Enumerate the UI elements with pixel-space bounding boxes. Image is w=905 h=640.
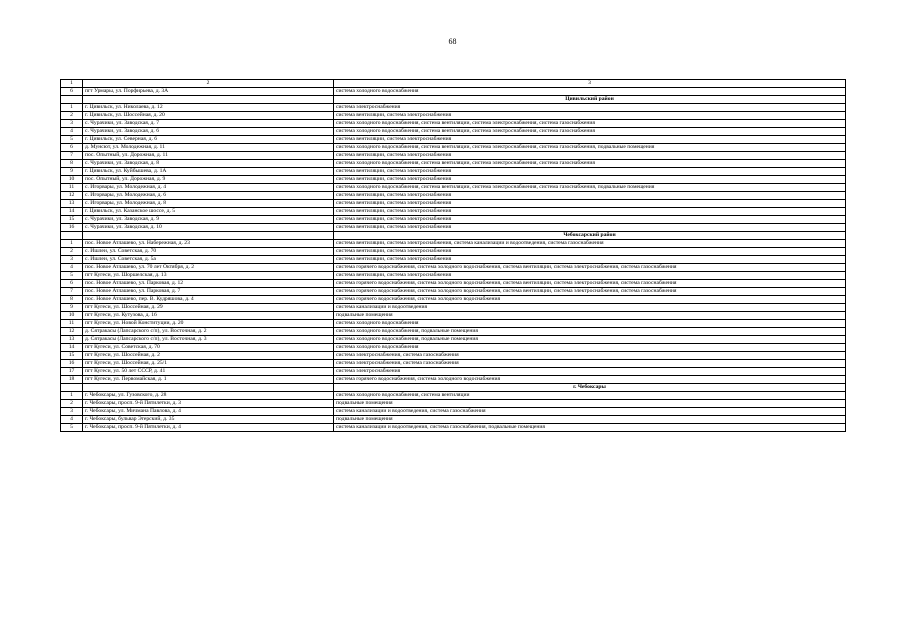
table-row (61, 280, 846, 288)
row-address: пгт Кугеси, ул. 50 лет СССР, д. 41 (83, 368, 334, 376)
table-row (61, 416, 846, 424)
row-number: 10 (61, 312, 83, 320)
row-systems: система вентиляции, система электроснабжения (334, 112, 846, 120)
row-number: 14 (61, 344, 83, 352)
row-systems: система холодного водоснабжения, система вентиляции, система электроснабжения, система газоснабжения (334, 128, 846, 136)
table-row (61, 240, 846, 248)
row-number: 2 (61, 112, 83, 120)
table-row (61, 144, 846, 152)
row-number: 9 (61, 168, 83, 176)
table-row (61, 248, 846, 256)
section-title: Цивильский район (334, 96, 846, 104)
row-number: 16 (61, 224, 83, 232)
table-row (61, 160, 846, 168)
row-number: 14 (61, 208, 83, 216)
row-address: г. Цивильск, ул. Северная, д. 6 (83, 136, 334, 144)
row-systems: система вентиляции, система электроснабжения (334, 200, 846, 208)
row-systems: система вентиляции, система электроснабжения (334, 208, 846, 216)
row-address: г. Цивильск, ул. Николаева, д. 12 (83, 104, 334, 112)
row-systems: система вентиляции, система электроснабжения (334, 272, 846, 280)
row-address: пгт Кугеси, ул. Первомайская, д. 1 (83, 376, 334, 384)
row-number: 12 (61, 328, 83, 336)
row-systems: система холодного водоснабжения, система вентиляции, система электроснабжения, система газоснабжения, подвальные помещения (334, 144, 846, 152)
row-number: 6 (61, 280, 83, 288)
row-number: 3 (61, 120, 83, 128)
row-number: 15 (61, 216, 83, 224)
row-systems: система канализации и водоотведения, система газоснабжения (334, 408, 846, 416)
row-number: 7 (61, 152, 83, 160)
row-address: пгт Кугеси, ул. Шоссейная, д. 29 (83, 304, 334, 312)
row-systems: система холодного водоснабжения, система вентиляции, система электроснабжения, система газоснабжения, подвальные помещения (334, 184, 846, 192)
row-address: с. Чурачики, ул. Заводская, д. 9 (83, 216, 334, 224)
row-number: 4 (61, 416, 83, 424)
table-body (61, 80, 846, 432)
table-row (61, 344, 846, 352)
row-number: 4 (61, 264, 83, 272)
table-row (61, 424, 846, 432)
row-number: 1 (61, 392, 83, 400)
row-systems: система холодного водоснабжения (334, 344, 846, 352)
row-systems: система вентиляции, система электроснабжения (334, 216, 846, 224)
row-systems: система горячего водоснабжения, система холодного водоснабжения (334, 296, 846, 304)
row-address: пос. Опытный, ул. Дорожная, д. 9 (83, 176, 334, 184)
row-number: 9 (61, 304, 83, 312)
row-address: г. Чебоксары, бульвар Эгерский, д. 35 (83, 416, 334, 424)
table-row (61, 408, 846, 416)
row-address: д. Мунсют, ул. Молодежная, д. 11 (83, 144, 334, 152)
row-number: 5 (61, 136, 83, 144)
table-row (61, 208, 846, 216)
table-row (61, 136, 846, 144)
table-row (61, 112, 846, 120)
column-header-number: 1 (61, 80, 83, 88)
row-number: 6 (61, 88, 83, 96)
table-row (61, 352, 846, 360)
table-row (61, 392, 846, 400)
section-cell-empty (83, 96, 334, 104)
row-number: 1 (61, 104, 83, 112)
row-systems: система вентиляции, система электроснабжения, система канализации и водоотведения, система газоснабжения (334, 240, 846, 248)
row-address: с. Чурачики, ул. Заводская, д. 8 (83, 160, 334, 168)
table-row (61, 120, 846, 128)
table-row (61, 264, 846, 272)
row-address: г. Цивильск, ул. Шоссейная, д. 20 (83, 112, 334, 120)
table-row (61, 88, 846, 96)
table-row (61, 288, 846, 296)
row-number: 5 (61, 424, 83, 432)
row-systems: система вентиляции, система электроснабжения (334, 224, 846, 232)
section-row (61, 384, 846, 392)
row-address: пгт Кугеси, ул. Шоссейная, д. 2 (83, 352, 334, 360)
row-number: 15 (61, 352, 83, 360)
row-number: 13 (61, 336, 83, 344)
row-number: 8 (61, 296, 83, 304)
row-number: 8 (61, 160, 83, 168)
row-systems: система холодного водоснабжения, система вентиляции (334, 392, 846, 400)
row-systems: система холодного водоснабжения, система вентиляции, система электроснабжения, система газоснабжения (334, 120, 846, 128)
row-number: 17 (61, 368, 83, 376)
row-address: д. Сятракасы (Лапсарского с/п), ул. Восточная, д. 3 (83, 336, 334, 344)
table-row (61, 168, 846, 176)
row-systems: система горячего водоснабжения, система холодного водоснабжения (334, 376, 846, 384)
row-address: д. Сятракасы (Лапсарского с/п), ул. Восточная, д. 2 (83, 328, 334, 336)
row-systems: подвальные помещения (334, 400, 846, 408)
row-number: 18 (61, 376, 83, 384)
row-address: пгт Кугеси, ул. Шоссейная, д. 25/1 (83, 360, 334, 368)
section-title: г. Чебоксары (334, 384, 846, 392)
section-title: Чебоксарский район (334, 232, 846, 240)
row-systems: система канализации и водоотведения (334, 304, 846, 312)
row-address: пос. Новое Атлашево, ул. Парковая, д. 12 (83, 280, 334, 288)
table-row (61, 320, 846, 328)
column-header-systems: 3 (334, 80, 846, 88)
table-row (61, 304, 846, 312)
row-systems: система электроснабжения (334, 104, 846, 112)
row-systems: система горячего водоснабжения, система холодного водоснабжения, система вентиляции, система электроснабжения, система газоснабжения (334, 264, 846, 272)
buildings-table (60, 79, 846, 432)
row-address: пос. Новое Атлашево, ул. Набережная, д. 23 (83, 240, 334, 248)
row-systems: система канализации и водоотведения, система газоснабжения, подвальные помещения (334, 424, 846, 432)
table-row (61, 216, 846, 224)
row-number: 2 (61, 248, 83, 256)
row-number: 5 (61, 272, 83, 280)
row-address: с. Чурачики, ул. Заводская, д. 10 (83, 224, 334, 232)
row-number: 11 (61, 184, 83, 192)
row-systems: система вентиляции, система электроснабжения (334, 176, 846, 184)
page-number: 68 (448, 37, 457, 46)
table-row (61, 400, 846, 408)
row-systems: система электроснабжения, система газоснабжения (334, 352, 846, 360)
table-row (61, 152, 846, 160)
column-header-address: 2 (83, 80, 334, 88)
table-row (61, 360, 846, 368)
row-systems: система горячего водоснабжения, система холодного водоснабжения, система вентиляции, система электроснабжения, система газоснабжения (334, 288, 846, 296)
row-systems: система холодного водоснабжения (334, 320, 846, 328)
row-systems: система вентиляции, система электроснабжения (334, 168, 846, 176)
table-row (61, 368, 846, 376)
row-number: 7 (61, 288, 83, 296)
row-address: с. Чурачики, ул. Заводская, д. 7 (83, 120, 334, 128)
row-address: пгт Кугеси, ул. Кутузова, д. 16 (83, 312, 334, 320)
row-address: с. Игорвары, ул. Молодежная, д. 6 (83, 192, 334, 200)
table-row (61, 200, 846, 208)
table-row (61, 256, 846, 264)
table-header-row (61, 80, 846, 88)
row-systems: система вентиляции, система электроснабжения (334, 248, 846, 256)
row-systems: система вентиляции, система электроснабжения (334, 192, 846, 200)
section-cell-empty (83, 384, 334, 392)
row-address: пос. Опытный, ул. Дорожная, д. 11 (83, 152, 334, 160)
row-address: пос. Новое Атлашево, пер. В. Кудряшова, д. 4 (83, 296, 334, 304)
row-systems: подвальные помещения (334, 416, 846, 424)
table-row (61, 328, 846, 336)
row-systems: система вентиляции, система электроснабжения (334, 256, 846, 264)
row-systems: система холодного водоснабжения, подвальные помещения (334, 336, 846, 344)
row-systems: система холодного водоснабжения, подвальные помещения (334, 328, 846, 336)
row-address: пгт Кугеси, ул. Шоршелская, д. 13 (83, 272, 334, 280)
row-number: 4 (61, 128, 83, 136)
row-address: г. Чебоксары, просп. 9-й Пятилетки, д. 3 (83, 400, 334, 408)
row-systems: система электроснабжения (334, 368, 846, 376)
row-address: с. Игорвары, ул. Молодежная, д. 4 (83, 184, 334, 192)
section-cell-empty (61, 384, 83, 392)
section-cell-empty (61, 96, 83, 104)
row-address: пос. Новое Атлашево, ул. 70 лет Октября, д. 2 (83, 264, 334, 272)
row-number: 3 (61, 256, 83, 264)
row-number: 13 (61, 200, 83, 208)
table-row (61, 312, 846, 320)
table-row (61, 336, 846, 344)
row-address: г. Цивильск, ул. Куйбышева, д. 1А (83, 168, 334, 176)
row-systems: система электроснабжения, система газоснабжения (334, 360, 846, 368)
table-row (61, 128, 846, 136)
section-cell-empty (83, 232, 334, 240)
table-row (61, 272, 846, 280)
row-systems: система вентиляции, система электроснабжения (334, 136, 846, 144)
table-row (61, 192, 846, 200)
row-systems: подвальные помещения (334, 312, 846, 320)
row-address: пос. Новое Атлашево, ул. Парковая, д. 7 (83, 288, 334, 296)
row-number: 3 (61, 408, 83, 416)
table-row (61, 224, 846, 232)
row-systems: система холодного водоснабжения, система вентиляции, система электроснабжения, система газоснабжения (334, 160, 846, 168)
row-address: пгт Кугеси, ул. Новой Конституции, д. 20 (83, 320, 334, 328)
section-cell-empty (61, 232, 83, 240)
table-row (61, 176, 846, 184)
row-systems: система холодного водоснабжения (334, 88, 846, 96)
row-number: 12 (61, 192, 83, 200)
row-number: 10 (61, 176, 83, 184)
row-systems: система горячего водоснабжения, система холодного водоснабжения, система вентиляции, система электроснабжения, система газоснабжения (334, 280, 846, 288)
row-number: 16 (61, 360, 83, 368)
table-row (61, 296, 846, 304)
row-address: г. Чебоксары, ул. Мичмана Павлова, д. 4 (83, 408, 334, 416)
row-number: 2 (61, 400, 83, 408)
row-address: с. Чурачики, ул. Заводская, д. 6 (83, 128, 334, 136)
row-systems: система вентиляции, система электроснабжения (334, 152, 846, 160)
row-address: г. Чебоксары, просп. 9-й Пятилетки, д. 4 (83, 424, 334, 432)
row-address: с. Ишлеи, ул. Советская, д. 5а (83, 256, 334, 264)
section-row (61, 232, 846, 240)
row-number: 1 (61, 240, 83, 248)
row-address: пгт Урмары, ул. Порфирьева, д. 3А (83, 88, 334, 96)
section-row (61, 96, 846, 104)
row-address: г. Цивильск, ул. Казанское шоссе, д. 5 (83, 208, 334, 216)
row-number: 6 (61, 144, 83, 152)
row-address: г. Чебоксары, ул. Гузовского, д. 28 (83, 392, 334, 400)
table-row (61, 184, 846, 192)
row-address: пгт Кугеси, ул. Советская, д. 70 (83, 344, 334, 352)
row-address: с. Ишлеи, ул. Советская, д. 70 (83, 248, 334, 256)
row-address: с. Игорвары, ул. Молодежная, д. 8 (83, 200, 334, 208)
row-number: 11 (61, 320, 83, 328)
table-row (61, 376, 846, 384)
table-row (61, 104, 846, 112)
